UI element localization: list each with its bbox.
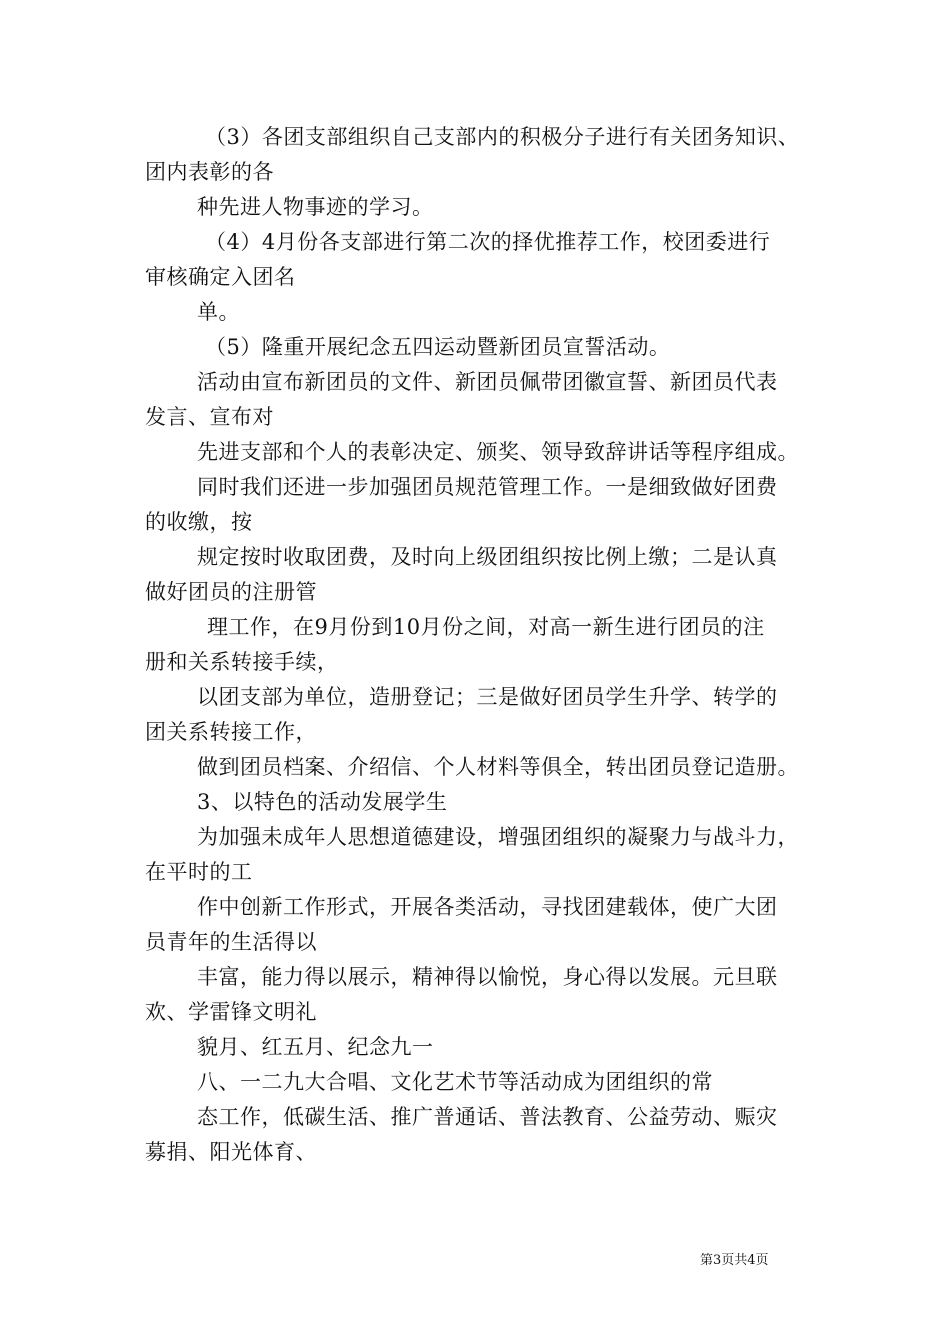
text-line: 为加强未成年人思想道德建设，增强团组织的凝聚力与战斗力，	[197, 825, 799, 849]
text-line: 做到团员档案、介绍信、个人材料等俱全，转出团员登记造册。	[197, 755, 799, 779]
text-line: 欢、学雷锋文明礼	[145, 1000, 317, 1024]
text-line: 同时我们还进一步加强团员规范管理工作。一是细致做好团费	[197, 475, 778, 499]
text-line: （4）4月份各支部进行第二次的择优推荐工作，校团委进行	[205, 230, 771, 254]
text-line: 先进支部和个人的表彰决定、颁奖、领导致辞讲话等程序组成。	[197, 440, 799, 464]
text-line: 态工作，低碳生活、推广普通话、普法教育、公益劳动、赈灾	[197, 1105, 778, 1129]
text-line: 单。	[197, 300, 240, 324]
text-line: 作中创新工作形式，开展各类活动，寻找团建载体，使广大团	[197, 895, 778, 919]
text-line: 种先进人物事迹的学习。	[197, 195, 434, 219]
text-line: 八、一二九大合唱、文化艺术节等活动成为团组织的常	[197, 1070, 713, 1094]
page-footer: 第3页共4页	[700, 1253, 769, 1268]
text-line: 以团支部为单位，造册登记；三是做好团员学生升学、转学的	[197, 685, 778, 709]
text-line: 审核确定入团名	[145, 265, 296, 289]
text-line: 团关系转接工作，	[145, 720, 317, 744]
text-line: 貌月、红五月、纪念九一	[197, 1035, 434, 1059]
text-line: 册和关系转接手续，	[145, 650, 339, 674]
text-line: 丰富，能力得以展示，精神得以愉悦，身心得以发展。元旦联	[197, 965, 778, 989]
text-line: 规定按时收取团费，及时向上级团组织按比例上缴；二是认真	[197, 545, 778, 569]
document-body	[145, 120, 825, 1170]
text-line: 的收缴，按	[145, 510, 253, 534]
text-line: 发言、宣布对	[145, 405, 274, 429]
text-line: 理工作，在9月份到10月份之间，对高一新生进行团员的注	[207, 615, 765, 639]
text-line: 募捐、阳光体育、	[145, 1140, 317, 1164]
text-line: 做好团员的注册管	[145, 580, 317, 604]
text-line: （3）各团支部组织自己支部内的积极分子进行有关团务知识、	[205, 125, 800, 149]
text-line: （5）隆重开展纪念五四运动暨新团员宣誓活动。	[205, 335, 671, 359]
text-line: 活动由宣布新团员的文件、新团员佩带团徽宣誓、新团员代表	[197, 370, 778, 394]
text-line: 3、以特色的活动发展学生	[197, 790, 448, 814]
text-line: 员青年的生活得以	[145, 930, 317, 954]
text-line: 在平时的工	[145, 860, 253, 884]
text-line: 团内表彰的各	[145, 160, 274, 184]
